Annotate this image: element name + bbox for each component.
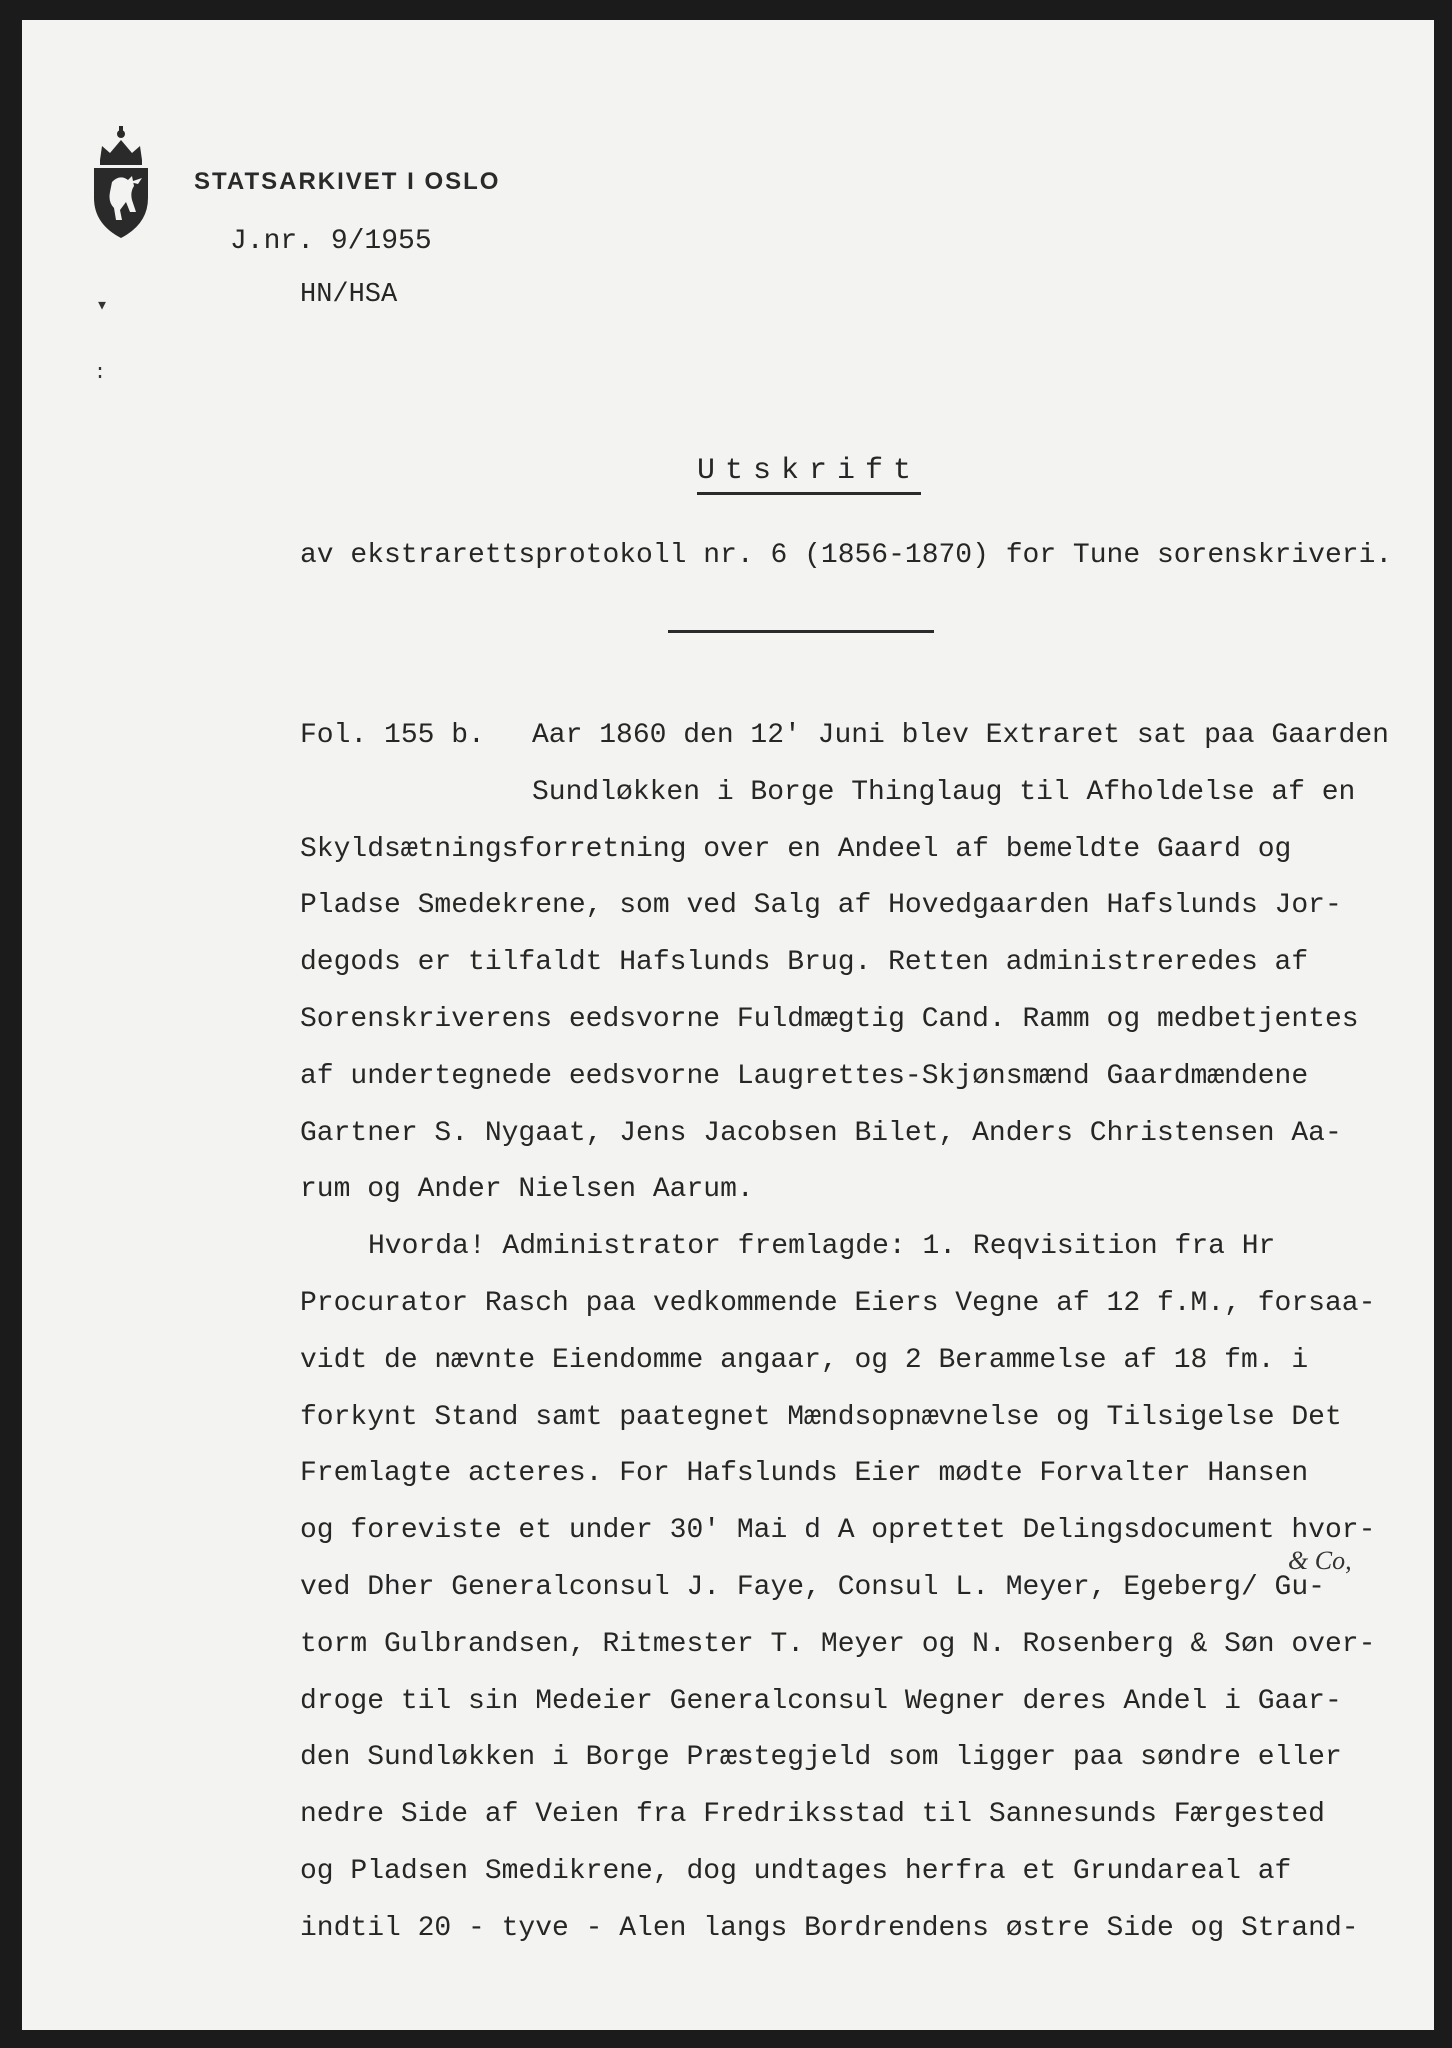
divider-rule xyxy=(668,630,934,633)
title-block xyxy=(668,454,950,495)
initials: HN/HSA xyxy=(300,280,398,310)
text-line: rum og Ander Nielsen Aarum. xyxy=(300,1174,754,1206)
text-line: degods er tilfaldt Hafslunds Brug. Retten administreredes af xyxy=(300,947,1309,979)
body-text xyxy=(300,708,1432,1958)
text-line: Procurator Rasch paa vedkommende Eiers Vegne af 12 f.M., forsaa- xyxy=(300,1287,1376,1319)
text-line: og foreviste et under 30' Mai d A oprettet Delingsdocument hvor- xyxy=(300,1515,1376,1547)
text-line: Pladse Smedekrene, som ved Salg af Hovedgaarden Hafslunds Jor- xyxy=(300,890,1342,922)
text-line: forkynt Stand samt paategnet Mændsopnævnelse og Tilsigelse Det xyxy=(300,1401,1342,1433)
text-line: og Pladsen Smedikrene, dog undtages herfra et Grundareal af xyxy=(300,1855,1292,1887)
text-line: indtil 20 - tyve - Alen langs Bordrendens østre Side og Strand- xyxy=(300,1912,1359,1944)
text-line: nedre Side af Veien fra Fredriksstad til Sannesunds Færgested xyxy=(300,1799,1325,1831)
document-page xyxy=(22,20,1434,2030)
text-line: Sundløkken i Borge Thinglaug til Afholdelse af en xyxy=(532,776,1356,808)
text-line: ved Dher Generalconsul J. Faye, Consul L. Meyer, Egeberg/ Gu- xyxy=(300,1571,1325,1603)
text-line: torm Gulbrandsen, Ritmester T. Meyer og N. Rosenberg & Søn over- xyxy=(300,1628,1376,1660)
margin-mark: ▾ xyxy=(96,295,109,318)
text-line: vidt de nævnte Eiendomme angaar, og 2 Berammelse af 18 fm. i xyxy=(300,1344,1309,1376)
document-title: Utskrift xyxy=(697,454,921,495)
text-line: droge til sin Medeier Generalconsul Wegner deres Andel i Gaar- xyxy=(300,1685,1342,1717)
text-line: Fremlagte acteres. For Hafslunds Eier mødte Forvalter Hansen xyxy=(300,1458,1309,1490)
document-subtitle: av ekstrarettsprotokoll nr. 6 (1856-1870) for Tune sorenskriveri. xyxy=(300,540,1393,571)
text-line: Skyldsætningsforretning over en Andeel af bemeldte Gaard og xyxy=(300,833,1292,865)
margin-mark: : xyxy=(94,362,107,385)
text-line: Sorenskriverens eedsvorne Fuldmægtig Cand. Ramm og medbetjentes xyxy=(300,1003,1359,1035)
folio-reference: Fol. 155 b. xyxy=(300,720,485,751)
text-line: Gartner S. Nygaat, Jens Jacobsen Bilet, Anders Christensen Aa- xyxy=(300,1117,1342,1149)
coat-of-arms-icon xyxy=(86,120,156,240)
text-line: Hvorda! Administrator fremlagde: 1. Reqvisition fra Hr xyxy=(368,1231,1276,1263)
text-line: af undertegnede eedsvorne Laugrettes-Skjønsmænd Gaardmændene xyxy=(300,1060,1309,1092)
organization-name: STATSARKIVET I OSLO xyxy=(194,168,501,195)
handwritten-annotation: & Co, xyxy=(1288,1546,1352,1575)
journal-number: J.nr. 9/1955 xyxy=(230,226,432,257)
text-line: Fol. 155 b. Aar 1860 den 12' Juni blev Extraret sat paa Gaarden xyxy=(300,708,1432,765)
text-line: den Sundløkken i Borge Præstegjeld som ligger paa søndre eller xyxy=(300,1742,1342,1774)
